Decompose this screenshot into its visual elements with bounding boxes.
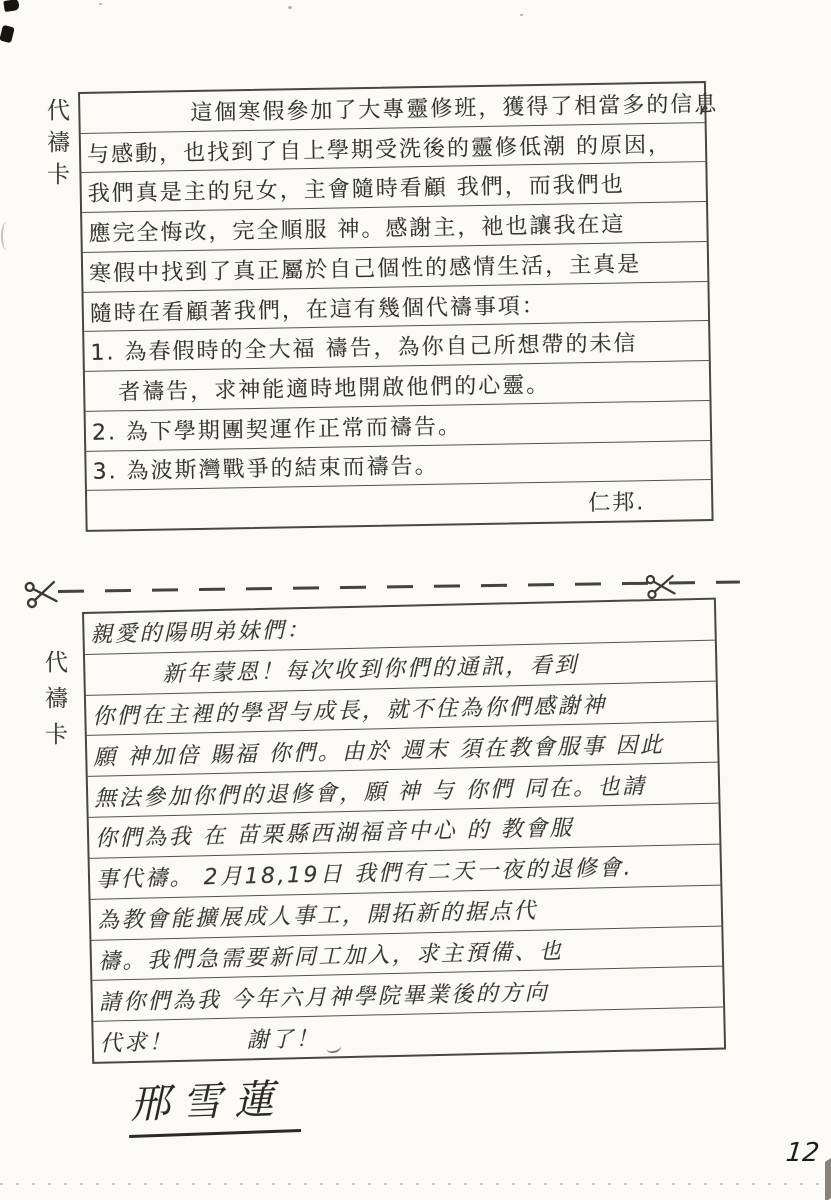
handwritten-text: 者禱告，求神能適時地開啟他們的心靈。 [118,372,551,406]
cut-dashed-line [58,580,740,593]
handwritten-text: 請你們為我 今年六月神學院畢業後的方向 [98,980,550,1016]
scan-artifact-blob [0,25,15,43]
handwritten-text: 寒假中找到了真正屬於自己個性的感情生活，主真是 [88,251,642,287]
handwritten-text: 2. 為下學期團契運作正常而禱告。 [91,414,463,446]
handwritten-text: 3. 為波斯灣戰爭的結束而禱告。 [92,454,439,486]
signature: 邢雪蓮 [127,1067,301,1138]
handwritten-text: 你們在主裡的學習与成長，就不住為你們感謝神 [92,693,608,730]
prayer-card-2 [82,598,726,1064]
handwritten-text: 隨時在看顧著我們，在這有幾個代禱事項： [89,293,547,327]
handwritten-text: 這個寒假參加了大專靈修班，獲得了相當多的信息 [190,91,719,126]
scissors-icon [22,574,62,614]
handwritten-text: 親愛的陽明弟妹們： [90,618,312,649]
handwritten-text: 應完全悔改，完全順服 神。感謝主，祂也讓我在這 [88,212,626,247]
scan-speck [99,3,102,5]
handwritten-text: 事代禱。 2月18,19日 我們有二天一夜的退修會. [95,855,634,894]
handwritten-text: 我們真是主的兒女，主會隨時看顧 我們，而我們也 [87,172,625,208]
handwritten-text: 為教會能擴展成人事工，開拓新的据点代 [96,898,539,934]
handwritten-text: 代求！ 謝了！ [99,1026,321,1057]
handwritten-text: 1. 為春假時的全大福 禱告，為你自己所想帶的未信 [90,331,638,367]
page-number: 12 [784,1138,821,1168]
scan-edge-speckle [0,1183,831,1185]
handwritten-text: 禱。我們急需要新同工加入，求主預備、也 [97,939,564,975]
handwritten-text: 你們為我 在 苗栗縣西湖福音中心 的 教會服 [94,816,575,853]
scan-artifact-blob [3,0,19,12]
scan-speck [288,6,292,9]
handwritten-text: 新年蒙恩！每次收到你們的通訊，看到 [162,652,580,688]
prayer-card-label: 代禱卡 [43,98,69,194]
handwritten-text: 願 神加倍 賜福 你們。由於 週末 須在教會服事 因此 [93,732,665,771]
prayer-card-1 [78,81,719,532]
handwritten-text: 無法參加你們的退修會，願 神 与 你們 同在。也請 [93,773,647,812]
handwritten-text: 与感動，也找到了自上學期受洗後的靈修低潮 的原因， [86,132,673,168]
scan-speck [520,14,523,16]
scan-corner-mark [825,1158,831,1200]
prayer-card-label: 代禱卡 [41,650,67,758]
handwritten-text: 仁邦. [588,490,646,517]
scan-artifact-arc [1,222,12,250]
